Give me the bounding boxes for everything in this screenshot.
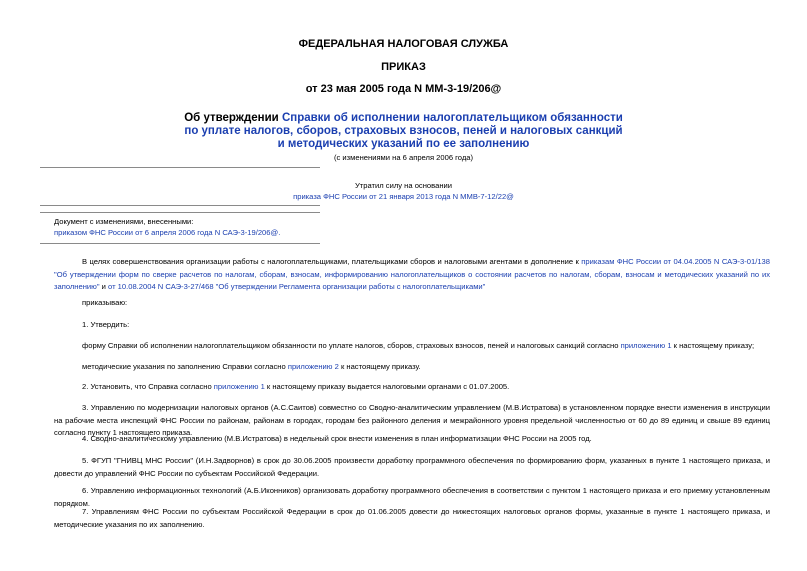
intro-text-1: В целях совершенствования организации работы с налогоплательщиками, плательщиками сборов и налоговыми агентами в дополнение к	[82, 257, 582, 266]
repeal-link[interactable]: приказа ФНС России от 21 января 2013 года N ММВ-7-12/22@	[293, 192, 514, 201]
paragraph-5: 5. ФГУП "ГНИВЦ МНС России" (И.Н.Задворнов) в срок до 30.06.2005 произвести доработку программного обеспечения по формированию форм, указанных в пункте 1 настоящего приказа, и довести до управлений ФНС России по субъектам Российской Федерации.	[54, 456, 770, 478]
title-prefix: Об утверждении	[184, 112, 282, 124]
intro-text-2: и	[99, 282, 109, 291]
orders-line: приказываю:	[82, 298, 128, 307]
changes-link[interactable]: приказом ФНС России от 6 апреля 2006 года N САЭ-3-19/206@.	[54, 228, 281, 237]
p2-text-1: 2. Установить, что Справка согласно	[82, 382, 214, 391]
divider	[40, 243, 320, 244]
changes-label: Документ с изменениями, внесенными:	[54, 217, 194, 226]
paragraph-6: 6. Управлению информационных технологий (А.Б.Иконников) организовать доработку программного обеспечения в соответствии с пунктом 1 настоящего приказа и его приемку установленным порядком.	[54, 486, 770, 508]
divider	[40, 205, 320, 206]
p1a-text-1: форму Справки об исполнении налогоплательщиком обязанности по уплате налогов, сборов, страховых взносов, пеней и налоговых санкций согласно	[82, 341, 621, 350]
appendix-2-link[interactable]: приложению 2	[287, 362, 339, 371]
p1b-text-2: к настоящему приказу.	[338, 362, 421, 371]
paragraph-7: 7. Управлениям ФНС России по субъектам Российской Федерации в срок до 01.06.2005 довести до нижестоящих налоговых органов формы, указанные в пункте 1 настоящего приказа, и методические указания по их заполнению.	[54, 507, 770, 529]
agency-name: ФЕДЕРАЛЬНАЯ НАЛОГОВАЯ СЛУЖБА	[298, 38, 509, 50]
divider	[40, 212, 320, 213]
p1a-text-2: к настоящему приказу;	[671, 341, 755, 350]
repeal-text: Утратил силу на основании	[354, 181, 453, 190]
paragraph-4: 4. Сводно-аналитическому управлению (М.В.Истратова) в недельный срок внести изменения в план информатизации ФНС России на 2005 год.	[82, 434, 592, 443]
p2-text-2: к настоящему приказу выдается налоговыми органами с 01.07.2005.	[264, 382, 510, 391]
paragraph-2	[54, 381, 770, 394]
title-link-line-3[interactable]: и методических указаний по ее заполнению	[277, 138, 530, 150]
title-link-line-1[interactable]: Справки об исполнении налогоплательщиком обязанности	[281, 112, 623, 124]
paragraph-1a	[54, 340, 770, 353]
document-title	[0, 112, 807, 151]
p1b-text-1: методические указания по заполнению Справки согласно	[82, 362, 288, 371]
title-link-line-2[interactable]: по уплате налогов, сборов, страховых взносов, пеней и налоговых санкций	[184, 125, 623, 137]
appendix-1-link[interactable]: приложению 1	[620, 341, 672, 350]
paragraph-1: 1. Утвердить:	[82, 320, 130, 329]
intro-paragraph	[54, 256, 770, 294]
amendment-note: (с изменениями на 6 апреля 2006 года)	[333, 153, 474, 162]
intro-link-1[interactable]: приказам ФНС России от 04.04.2005 N САЭ-3-01/138 "Об утверждении форм по сверке расчетов по налогам, сборам, взносам, информированию налогоплательщиков о состоянии расчетов по налогам, сборам, взносам и методических указаний по их заполнению"	[54, 257, 771, 291]
paragraph-3: 3. Управлению по модернизации налоговых органов (А.С.Саитов) совместно со Сводно-аналитическим управлением (М.В.Истратова) в установленном порядке внести изменения в инструкции на рабочие места инспекций ФНС России по районам, районам в городах, городам без районного деления и межрайонного уровня предельной численностью от 60 до 89 единиц и свыше 89 единиц согласно пункту 1 настоящего приказа.	[54, 403, 770, 437]
paragraph-1b	[54, 361, 770, 374]
intro-link-2[interactable]: от 10.08.2004 N САЭ-3-27/468 "Об утверждении Регламента организации работы с налогоплательщиками"	[108, 282, 486, 291]
document-date-number: от 23 мая 2005 года N ММ-3-19/206@	[305, 83, 502, 95]
divider	[40, 167, 320, 168]
appendix-1-link[interactable]: приложению 1	[213, 382, 265, 391]
document-type: ПРИКАЗ	[381, 61, 426, 73]
